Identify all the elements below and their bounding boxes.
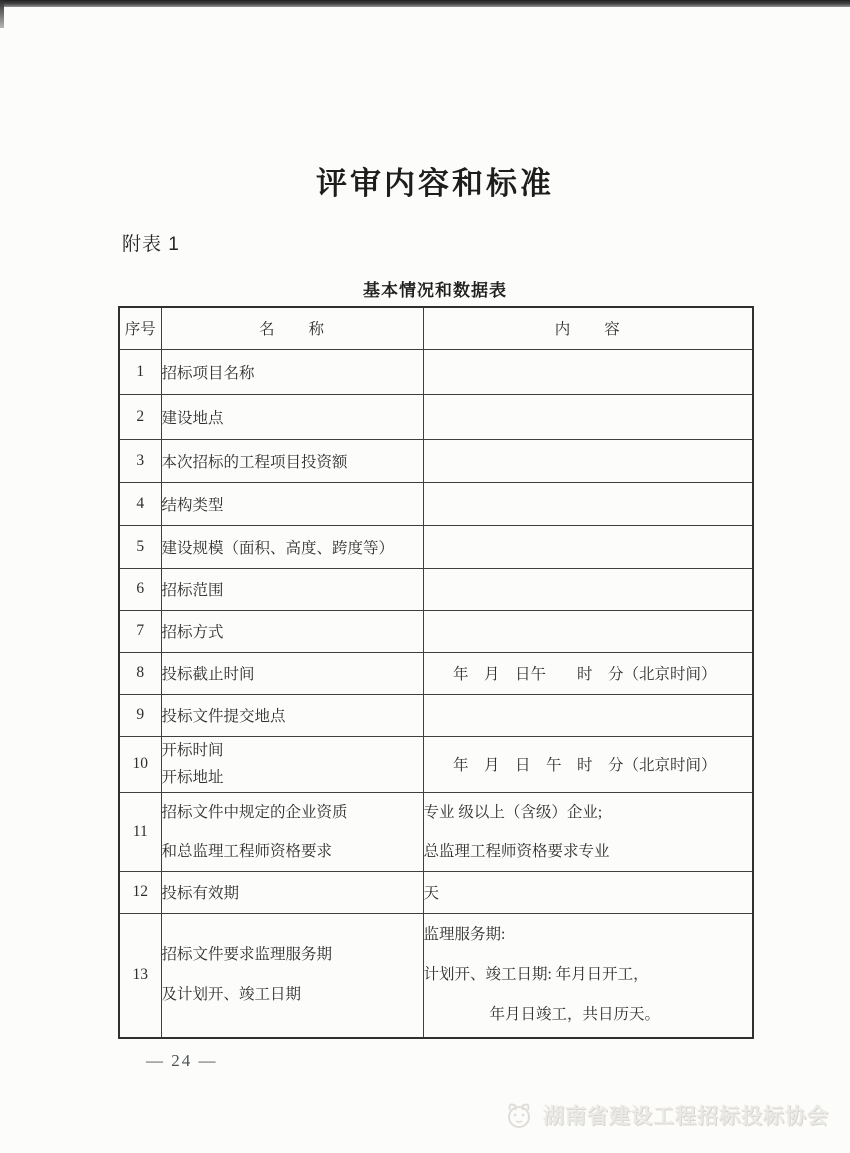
row-no: 13 xyxy=(119,913,161,1038)
row-content: 天 xyxy=(423,871,753,913)
table-row xyxy=(119,525,753,568)
row-content xyxy=(423,439,753,482)
row-name xyxy=(161,792,423,871)
row-name: 投标有效期 xyxy=(161,871,423,913)
row-content-line: 计划开、竣工日期: 年月日开工， xyxy=(423,966,649,984)
association-logo-icon xyxy=(502,1101,536,1129)
row-content xyxy=(423,525,753,568)
col-header-name: 名 称 xyxy=(161,307,423,349)
row-name xyxy=(161,736,423,792)
table-row xyxy=(119,694,753,736)
row-name-line: 及计划开、竣工日期 xyxy=(161,986,302,1004)
row-no: 2 xyxy=(119,394,161,439)
row-name: 本次招标的工程项目投资额 xyxy=(161,439,423,482)
row-no: 3 xyxy=(119,439,161,482)
table-row xyxy=(119,349,753,394)
col-header-content: 内 容 xyxy=(423,307,753,349)
table-row xyxy=(119,913,753,1038)
row-name: 结构类型 xyxy=(161,482,423,525)
row-content-line: 监理服务期: xyxy=(423,926,506,944)
table-title: 基本情况和数据表 xyxy=(363,281,507,300)
row-name: 投标截止时间 xyxy=(161,652,423,694)
row-name xyxy=(161,913,423,1038)
page-number: — 24 — xyxy=(146,1051,218,1070)
col-header-no: 序号 xyxy=(119,307,161,349)
row-content xyxy=(423,394,753,439)
row-name-line: 开标时间 xyxy=(161,742,224,759)
row-content xyxy=(423,482,753,525)
row-name-line: 招标文件中规定的企业资质 xyxy=(161,803,348,821)
row-no: 6 xyxy=(119,568,161,610)
table-row xyxy=(119,568,753,610)
row-content xyxy=(423,792,753,871)
row-no: 10 xyxy=(119,736,161,792)
row-name-line: 和总监理工程师资格要求 xyxy=(161,842,333,860)
row-name: 招标项目名称 xyxy=(161,349,423,394)
table-row xyxy=(119,652,753,694)
row-no: 8 xyxy=(119,652,161,694)
table-row xyxy=(119,394,753,439)
row-name: 建设地点 xyxy=(161,394,423,439)
appendix-label: 附表 1 xyxy=(122,234,180,255)
table-row xyxy=(119,736,753,792)
row-no: 12 xyxy=(119,871,161,913)
row-content xyxy=(423,913,753,1038)
row-content: 年 月 日午 时 分（北京时间） xyxy=(423,652,753,694)
row-no: 11 xyxy=(119,792,161,871)
row-name: 招标范围 xyxy=(161,568,423,610)
row-content xyxy=(423,610,753,652)
scan-edge-left xyxy=(0,0,4,28)
table-row xyxy=(119,610,753,652)
row-no: 1 xyxy=(119,349,161,394)
watermark xyxy=(502,1100,829,1130)
watermark-text: 湖南省建设工程招标投标协会 xyxy=(543,1105,829,1128)
row-content-line: 专业 级以上（含级）企业; xyxy=(423,803,603,821)
row-content: 年 月 日 午 时 分（北京时间） xyxy=(423,736,753,792)
row-no: 7 xyxy=(119,610,161,652)
row-content-line: 总监理工程师资格要求专业 xyxy=(423,842,610,860)
table-row xyxy=(119,482,753,525)
row-content-line: 年月日竣工，共日历天。 xyxy=(489,1006,661,1024)
basic-info-table xyxy=(118,306,754,1039)
row-content xyxy=(423,349,753,394)
page-title: 评审内容和标准 xyxy=(316,166,554,201)
row-content xyxy=(423,694,753,736)
scan-edge-top xyxy=(0,0,850,7)
table-header-row xyxy=(119,307,753,349)
table-row xyxy=(119,871,753,913)
row-no: 5 xyxy=(119,525,161,568)
table-row xyxy=(119,792,753,871)
table-row xyxy=(119,439,753,482)
row-no: 4 xyxy=(119,482,161,525)
row-name: 招标方式 xyxy=(161,610,423,652)
row-content xyxy=(423,568,753,610)
row-name: 投标文件提交地点 xyxy=(161,694,423,736)
row-name-line: 招标文件要求监理服务期 xyxy=(161,946,333,964)
row-name-line: 开标地址 xyxy=(161,769,224,786)
row-no: 9 xyxy=(119,694,161,736)
row-name: 建设规模（面积、高度、跨度等） xyxy=(161,525,423,568)
